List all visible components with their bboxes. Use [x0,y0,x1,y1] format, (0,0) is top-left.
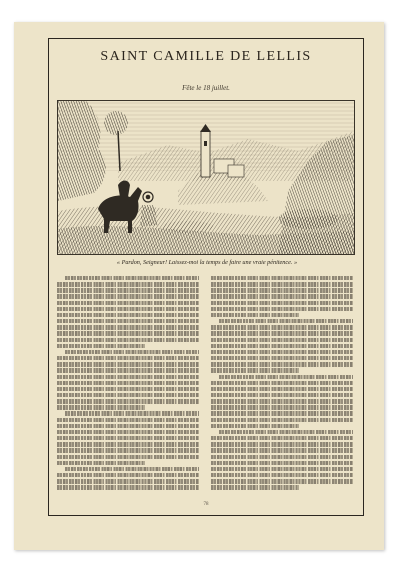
text-column-right [211,276,353,492]
engraving-icon [58,101,354,254]
page-title: SAINT CAMILLE DE LELLIS [100,49,312,64]
page-frame [48,38,364,516]
feast-date: Fête le 18 juillet. [182,84,230,92]
book-page [14,22,384,550]
page-number: 78 [203,502,209,507]
text-column-left [57,276,199,492]
illustration-caption: « Pardon, Seigneur! Laissez-moi la temps de faire une vraie pénitence. » [116,259,298,266]
engraving-illustration [57,100,355,255]
